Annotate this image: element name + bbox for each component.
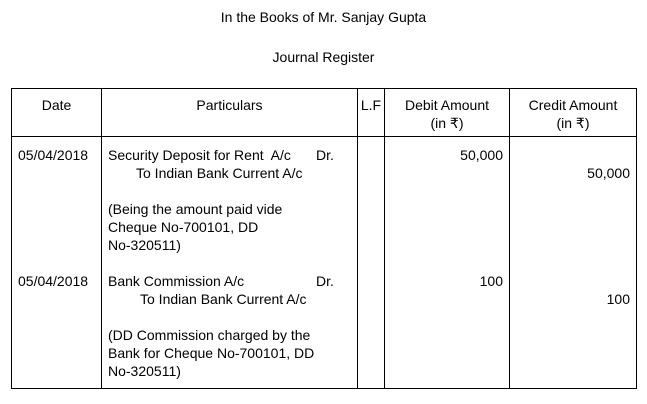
entry-1-credit: 50,000 <box>587 165 630 181</box>
entry-2-dr: Dr. <box>316 273 334 289</box>
book-owner-heading: In the Books of Mr. Sanjay Gupta <box>220 9 427 25</box>
entry-1-date: 05/04/2018 <box>18 147 89 163</box>
date-cell <box>12 137 102 389</box>
entry-2-credit-account: To Indian Bank Current A/c <box>140 291 307 307</box>
particulars-cell <box>102 137 358 389</box>
entry-1-debit-account: Security Deposit for Rent A/c <box>108 147 291 163</box>
entry-1-narration-3: No-320511) <box>108 237 181 253</box>
entry-1-narration-2: Cheque No-700101, DD <box>108 219 259 235</box>
entry-2-debit-account: Bank Commission A/c <box>108 273 245 289</box>
entry-2-debit: 100 <box>479 273 503 289</box>
register-title: Journal Register <box>272 49 375 65</box>
debit-cell <box>385 137 510 389</box>
col-particulars: Particulars <box>102 89 358 137</box>
entry-2-narration-2: Bank for Cheque No-700101, DD <box>108 345 315 361</box>
table-row <box>12 137 637 389</box>
entry-2-narration-3: No-320511) <box>108 363 181 379</box>
entry-1-dr: Dr. <box>316 147 334 163</box>
entry-2-date: 05/04/2018 <box>18 273 89 289</box>
header-row <box>12 89 637 137</box>
col-lf: L.F <box>358 89 385 137</box>
col-date: Date <box>12 89 102 137</box>
journal-table <box>11 88 637 389</box>
entry-1-debit: 50,000 <box>460 147 503 163</box>
entry-2-credit: 100 <box>606 291 630 307</box>
entry-1-narration-1: (Being the amount paid vide <box>108 201 283 217</box>
credit-cell <box>510 137 637 389</box>
entry-2-narration-1: (DD Commission charged by the <box>108 327 311 343</box>
entry-1-credit-account: To Indian Bank Current A/c <box>136 165 303 181</box>
lf-cell <box>358 137 385 389</box>
col-debit: Debit Amount (in ₹) <box>385 89 510 137</box>
col-credit: Credit Amount (in ₹) <box>510 89 637 137</box>
